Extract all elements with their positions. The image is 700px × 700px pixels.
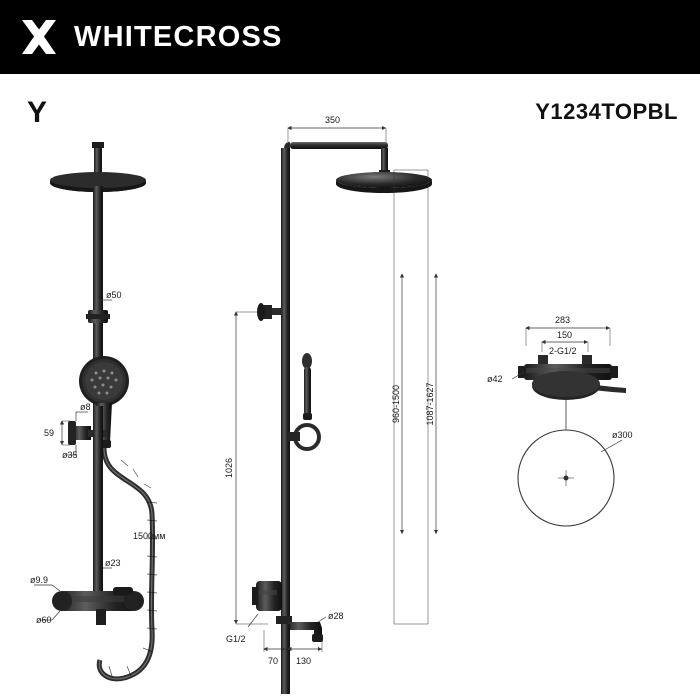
dim-body-width: 283 [555, 315, 571, 325]
model-code: Y1234TOPBL [535, 99, 678, 124]
dim-spout-offset: 70 [268, 656, 279, 666]
dim-handshower-inlet-dia: ø8 [80, 402, 91, 412]
series-letter: Y [27, 96, 48, 129]
dim-head-dia: ø50 [106, 290, 122, 300]
dim-mixer-body-dia: ø60 [36, 615, 52, 625]
dim-inlet-thread: G1/2 [226, 634, 246, 644]
dim-connection-dia: ø42 [487, 374, 503, 384]
dim-mixer-inlet-dia: ø9.9 [30, 575, 49, 585]
dim-arm-length: 350 [325, 115, 341, 125]
side-bracket [257, 303, 282, 321]
dim-hose-length: 1500мм [133, 531, 166, 541]
dim-adjust-range-2: 1087-1627 [425, 382, 435, 426]
side-handshower [288, 353, 319, 449]
dim-shower-head-dia: ø300 [612, 430, 633, 440]
dim-spout-dia: ø28 [328, 611, 344, 621]
side-mixer-body [252, 581, 282, 611]
dim-riser-dia: ø23 [105, 558, 121, 568]
view-side-elevation [224, 115, 436, 694]
dim-connection-thread: 2-G1/2 [549, 346, 577, 356]
whitecross-x-icon [16, 14, 62, 60]
dim-bracket-offset: 59 [44, 428, 55, 438]
header-bar [0, 0, 700, 74]
dim-adjust-range-1: 960-1500 [391, 384, 401, 424]
view-mixer-detail [487, 315, 633, 526]
bath-spout [286, 622, 323, 642]
dim-bracket-dia: ø35 [62, 450, 78, 460]
dim-riser-height: 1026 [224, 457, 234, 479]
dim-centers: 150 [557, 330, 573, 340]
technical-drawing [0, 74, 700, 700]
brand-wordmark: WHITECROSS [74, 20, 283, 53]
dim-spout-projection: 130 [296, 656, 312, 666]
view-front-elevation [30, 142, 165, 679]
